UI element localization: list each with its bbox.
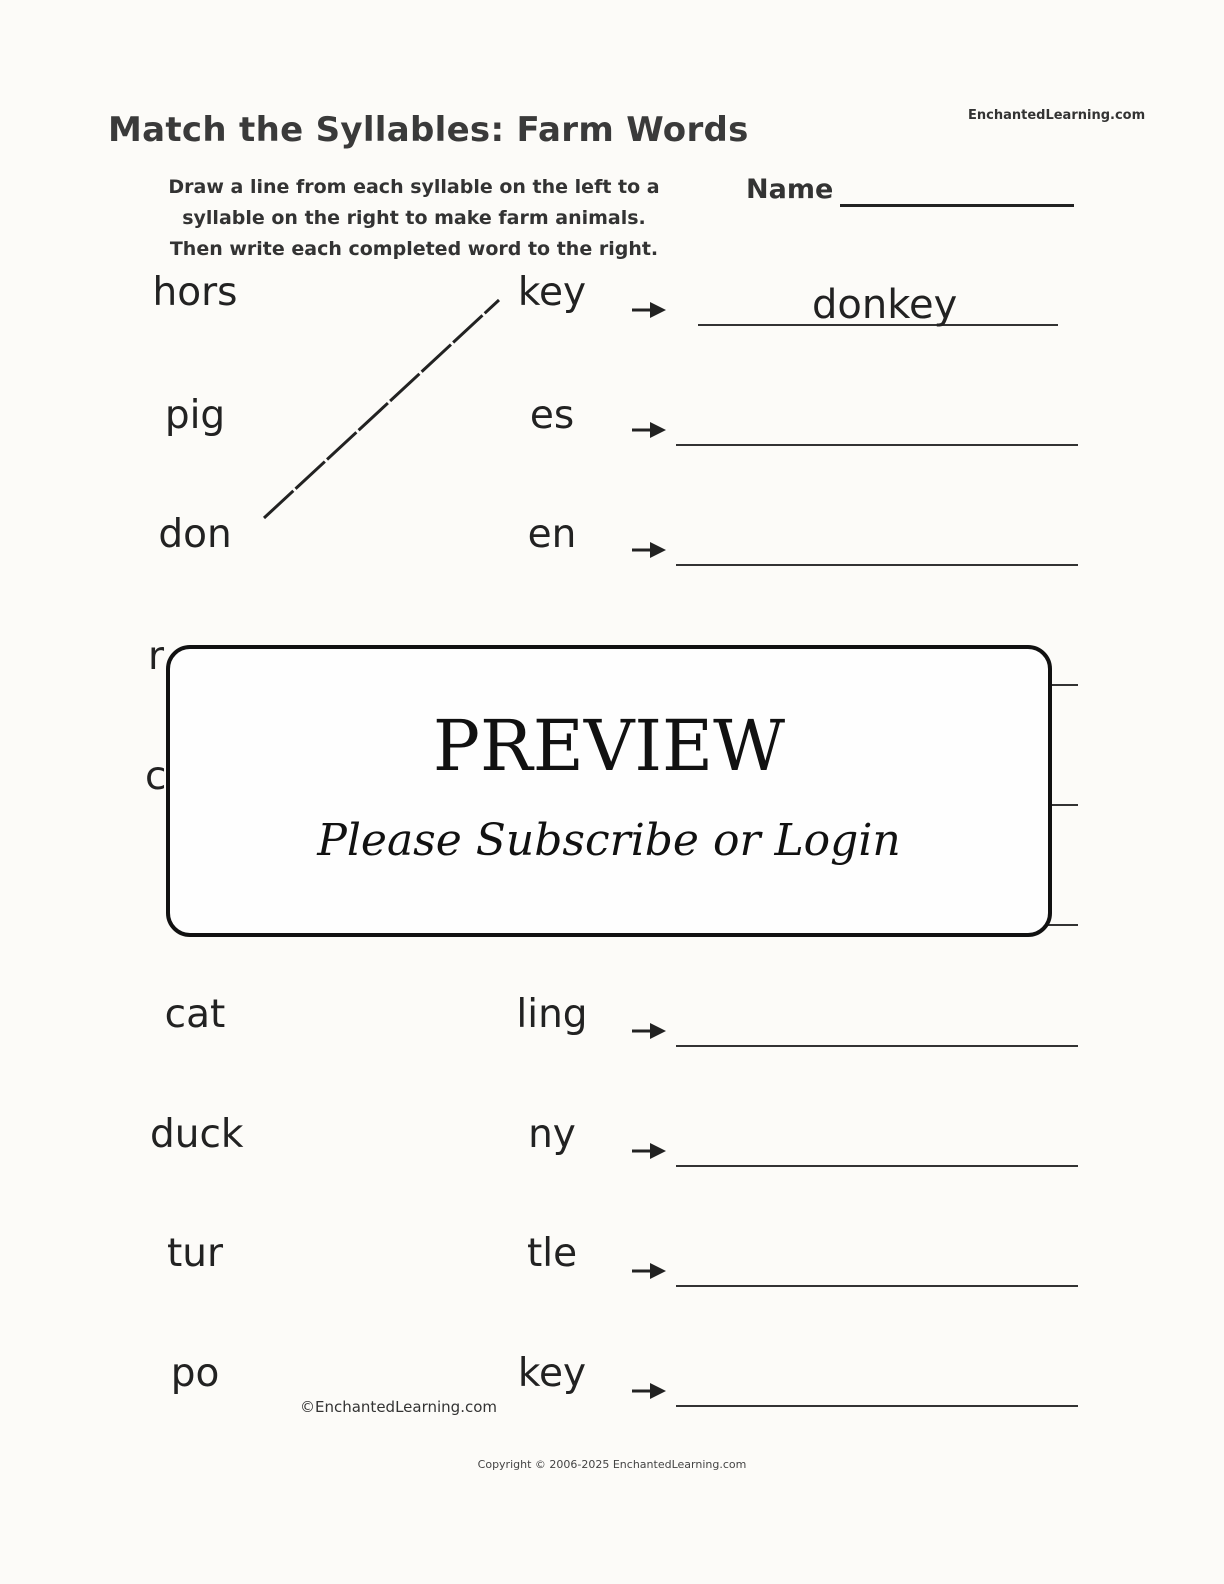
right-syllable: key [517,1351,587,1396]
answer-text: donkey [812,282,958,328]
right-syllable: tle [526,1231,578,1276]
instruction-line: Draw a line from each syllable on the left to a [168,176,660,198]
left-syllable: c [145,754,167,799]
right-syllable: es [529,393,575,438]
name-label: Name [746,174,834,205]
subscribe-login-prompt[interactable]: Please Subscribe or Login [317,815,901,866]
left-syllable: tur [166,1231,224,1276]
instruction-line: Then write each completed word to the right. [169,238,659,260]
instruction-line: syllable on the right to make farm animals. [182,207,646,229]
right-syllable: en [527,512,577,557]
right-syllable: ling [516,992,588,1037]
preview-overlay[interactable] [166,645,1052,937]
left-syllable: po [170,1351,220,1396]
copyright-notice: Copyright © 2006-2025 EnchantedLearning.com [477,1458,747,1471]
left-syllable: hors [152,270,238,315]
right-syllable: key [517,270,587,315]
left-syllable: don [158,512,232,557]
site-label[interactable]: EnchantedLearning.com [968,108,1146,123]
left-syllable: r [148,634,165,679]
preview-title: PREVIEW [432,705,786,787]
watermark: ©EnchantedLearning.com [300,1398,497,1416]
left-syllable: cat [164,992,226,1037]
right-syllable: ny [528,1112,576,1157]
worksheet-title: Match the Syllables: Farm Words [108,110,749,150]
left-syllable: pig [164,393,226,438]
left-syllable: duck [150,1112,244,1157]
